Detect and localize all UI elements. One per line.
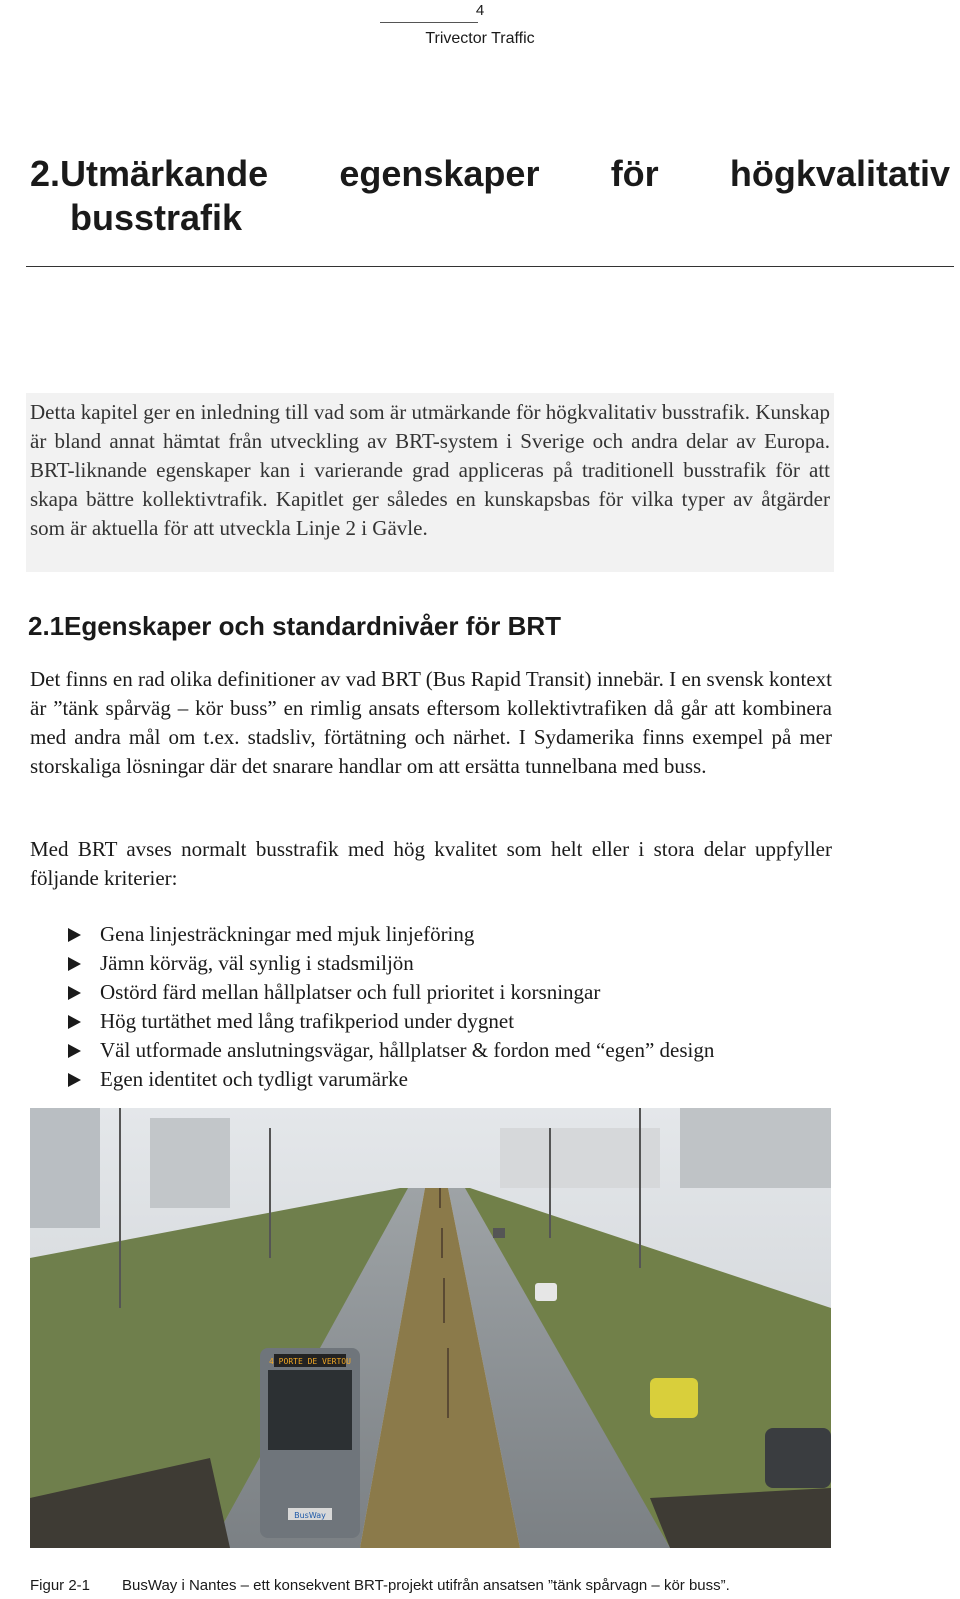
list-item: [30, 1036, 850, 1065]
paragraph-brt-criteria: Med BRT avses normalt busstrafik med hög kvalitet som helt eller i stora delar uppfyller följande kriterier:: [30, 837, 832, 890]
list-item: [30, 1065, 850, 1094]
figure-caption-text: BusWay i Nantes – ett konsekvent BRT-projekt utifrån ansatsen ”tänk spårvagn – kör buss”.: [122, 1577, 730, 1594]
list-item-text: Ostörd färd mellan hållplatser och full prioritet i korsningar: [100, 980, 601, 1004]
triangle-bullet-icon: [68, 957, 81, 971]
intro-paragraph: Detta kapitel ger en inledning till vad som är utmärkande för högkvalitativ busstrafik. Kunskap är bland annat hämtat från utveckling av BRT-system i Sverige och andra delar av Europa. BRT-liknande egenskaper kan i varierande grad appliceras på traditionell busstrafik för att skapa bättre kollektivtrafik. Kapitlet ger således en kunskapsbas för vilka typer av åtgärder som är aktuella för att utveckla Linje 2 i Gävle.: [30, 400, 830, 540]
chapter-number-and-first-word: [30, 152, 268, 196]
list-item-text: Egen identitet och tydligt varumärke: [100, 1067, 408, 1091]
header-company: Trivector Traffic: [425, 30, 535, 47]
chapter-title-word-4: högkvalitativ: [729, 153, 950, 194]
chapter-divider: [26, 266, 954, 267]
page-number: 4: [475, 2, 485, 19]
section-title: Egenskaper och standardnivåer för BRT: [64, 611, 562, 641]
list-item-text: Jämn körväg, väl synlig i stadsmiljön: [100, 951, 414, 975]
bus-destination-sign: 4 PORTE DE VERTOU: [269, 1357, 351, 1366]
paragraph-brt-definition: Det finns en rad olika definitioner av vad BRT (Bus Rapid Transit) innebär. I en svensk kontext är ”tänk spårväg – kör buss” en rimlig ansats eftersom kollektivtrafiken då går att kombinera med andra mål om t.ex. stadsliv, förtätning och närhet. I Sydamerika finns exempel på mer storskaliga lösningar där det snarare handlar om att ersätta tunnelbana med buss.: [30, 667, 832, 778]
chapter-title-word-1: Utmärkande: [60, 153, 269, 194]
list-item: [30, 978, 850, 1007]
chapter-title-line-2: busstrafik: [70, 197, 243, 238]
triangle-bullet-icon: [68, 1044, 81, 1058]
list-item-text: Väl utformade anslutningsvägar, hållplatser & fordon med “egen” design: [100, 1038, 715, 1062]
triangle-bullet-icon: [68, 986, 81, 1000]
section-number: 2.1: [28, 611, 65, 641]
triangle-bullet-icon: [68, 1073, 81, 1087]
chapter-number: 2.: [30, 153, 61, 194]
chapter-heading: [30, 152, 950, 240]
list-item-text: Hög turtäthet med lång trafikperiod under dygnet: [100, 1009, 515, 1033]
bus-illustration: [260, 1348, 360, 1538]
triangle-bullet-icon: [68, 928, 81, 942]
section-heading: [28, 611, 561, 642]
chapter-title-word-3: för: [610, 153, 659, 194]
criteria-list: [30, 920, 850, 1094]
list-item: [30, 920, 850, 949]
list-item-text: Gena linjesträckningar med mjuk linjeföring: [100, 922, 475, 946]
list-item: [30, 949, 850, 978]
triangle-bullet-icon: [68, 1015, 81, 1029]
figure-caption: [30, 1577, 730, 1594]
figure-label: Figur 2-1: [30, 1577, 91, 1594]
header-divider: [380, 22, 478, 23]
chapter-title-word-2: egenskaper: [339, 153, 540, 194]
bus-logo: BusWay: [294, 1511, 326, 1520]
busway-photo: [30, 1108, 831, 1548]
list-item: [30, 1007, 850, 1036]
